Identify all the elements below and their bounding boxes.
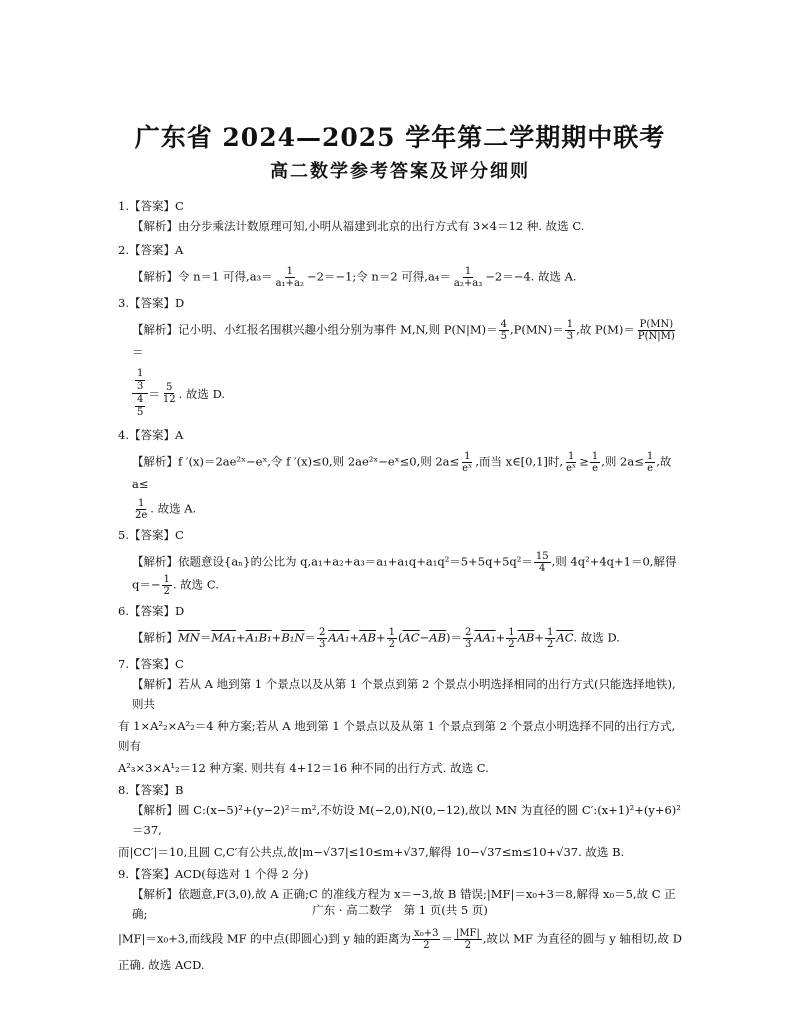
numerator: 1	[508, 627, 515, 638]
fraction	[161, 382, 178, 405]
denominator: 2	[508, 639, 515, 650]
answer-line: 1.【答案】C	[118, 199, 184, 213]
numerator: 1	[137, 498, 145, 509]
numerator: 1	[547, 627, 554, 638]
question-6	[118, 601, 683, 650]
numerator: 1	[567, 451, 575, 462]
text: ＝	[441, 931, 453, 946]
denominator: 2e	[135, 510, 148, 521]
answer-line: 9.【答案】ACD(每选对 1 个得 2 分)	[118, 867, 309, 881]
page-footer: 广东 · 高二数学 第 1 页(共 5 页)	[312, 903, 488, 917]
inner-numerator: 4	[137, 394, 144, 405]
answer-line: 5.【答案】C	[118, 528, 184, 542]
fraction	[564, 451, 578, 474]
numerator: 1	[286, 266, 293, 277]
answer-line: 4.【答案】A	[118, 428, 184, 442]
fraction	[590, 451, 600, 474]
text: ,P(MN)＝	[510, 322, 564, 337]
numerator: 2	[318, 627, 326, 638]
numerator: x₀+3	[414, 928, 439, 939]
explanation-continued: 有 1×A²₂×A²₂＝4 种方案;若从 A 地到第 1 个景点以及从第 1 个景点到第 2 个景点小明选择不同的出行方式,则有	[118, 719, 676, 753]
vector: B₁N	[281, 630, 305, 645]
question-7	[118, 654, 683, 778]
text: ,则 2a≤	[601, 454, 644, 469]
explanation	[118, 266, 683, 289]
inner-denominator: 5	[137, 407, 144, 418]
explanation	[118, 551, 683, 597]
denominator: 2	[464, 940, 472, 951]
numerator: 2	[464, 627, 472, 638]
question-3	[118, 293, 683, 419]
numerator: 15	[535, 551, 549, 562]
fraction	[463, 627, 473, 650]
denominator: 2	[423, 940, 430, 951]
inner-denominator: 3	[137, 381, 144, 392]
text: −	[419, 630, 430, 645]
fraction	[133, 498, 149, 521]
numerator: 1	[591, 451, 599, 462]
answer-line: 8.【答案】B	[118, 783, 184, 797]
fraction	[452, 266, 484, 289]
text: . 故选 A.	[150, 501, 197, 516]
answer-line: 2.【答案】A	[118, 243, 184, 257]
text: . 故选 D.	[178, 386, 226, 401]
fraction	[317, 627, 327, 650]
text: ,故以 MF 为直径的圆与 y 轴相切,故 D	[482, 931, 682, 946]
explanation-continued	[118, 928, 683, 951]
text: +	[236, 630, 246, 645]
text: ,则 4q²+4q+1＝0,解得 q＝−	[132, 554, 677, 592]
inner-numerator: 1	[137, 368, 144, 379]
fraction	[460, 451, 474, 474]
explanation	[118, 319, 683, 362]
fraction	[534, 551, 551, 574]
fraction	[412, 928, 440, 951]
numerator: P(MN)	[639, 319, 674, 330]
numerator	[132, 368, 148, 394]
text: +	[349, 630, 360, 645]
text: −2＝−1;令 n＝2 可得,a₄＝	[306, 269, 451, 284]
question-9	[118, 864, 683, 975]
denominator	[135, 394, 145, 419]
denominator: P(N|M)	[637, 331, 675, 342]
text: . 故选 C.	[172, 577, 219, 592]
explanation	[118, 627, 683, 650]
text: −2＝−4. 故选 A.	[485, 269, 577, 284]
denominator: a₁+a₂	[275, 278, 304, 289]
vector: AA₁	[474, 630, 496, 645]
fraction	[645, 451, 655, 474]
fraction	[162, 574, 172, 597]
text: 【解析】记小明、小红报名围棋兴趣小组分别为事件 M,N,则 P(N|M)＝	[132, 322, 498, 337]
denominator: 12	[162, 394, 176, 405]
text: ≥	[579, 454, 589, 469]
text: +	[495, 630, 506, 645]
text: 【解析】f ′(x)＝2ae²ˣ−eˣ,令 f ′(x)≤0,则 2ae²ˣ−eˣ≤0,则 2a≤	[132, 454, 460, 469]
question-2	[118, 240, 683, 289]
numerator: 1	[163, 574, 170, 585]
numerator: 1	[464, 266, 472, 277]
vector: A₁B₁	[245, 630, 272, 645]
denominator: 2	[163, 586, 170, 597]
text: |MF|＝x₀+3,而线段 MF 的中点(即圆心)到 y 轴的距离为	[118, 931, 412, 946]
vector: $\overline{AB}$	[359, 630, 376, 645]
fraction	[387, 627, 397, 650]
text: )＝	[445, 630, 462, 645]
text: +	[375, 630, 386, 645]
denominator: eˣ	[566, 463, 577, 474]
answer-line: 6.【答案】D	[118, 604, 185, 618]
numerator: 1	[566, 319, 574, 330]
denominator: 3	[464, 639, 472, 650]
vector: $\overline{AB}$	[517, 630, 535, 645]
text: 【解析】依题意设{aₙ}的公比为 q,a₁+a₂+a₃＝a₁+a₁q+a₁q²＝5+5q+5q²＝	[132, 554, 533, 569]
text: ＝	[199, 630, 212, 645]
denominator: e	[592, 463, 598, 474]
fraction	[499, 319, 509, 342]
vector: $\overline{AB}$	[429, 630, 446, 645]
denominator: e	[647, 463, 653, 474]
explanation-continued: 正确. 故选 ACD.	[118, 958, 205, 972]
numerator: 4	[500, 319, 508, 330]
text: ＝	[148, 386, 160, 401]
fraction	[636, 319, 677, 342]
numerator: 1	[388, 627, 395, 638]
question-8	[118, 780, 683, 862]
text: 【解析】	[132, 630, 178, 645]
denominator: 4	[539, 563, 546, 574]
compound-fraction	[132, 368, 148, 419]
text: +	[271, 630, 282, 645]
denominator: 5	[500, 331, 508, 342]
explanation-continued: A²₃×3×A¹₂＝12 种方案. 则共有 4+12＝16 种不同的出行方式. 故选 C.	[118, 761, 489, 775]
answer-line: 7.【答案】C	[118, 657, 184, 671]
fraction	[545, 627, 555, 650]
page-title: 广东省 2024—2025 学年第二学期期中联考	[134, 123, 666, 152]
explanation: 【解析】圆 C:(x−5)²+(y−2)²＝m²,不妨设 M(−2,0),N(0,−12),故以 MN 为直径的圆 C′:(x+1)²+(y+6)²＝37,	[132, 803, 681, 837]
explanation-continued: 而|CC′|＝10,且圆 C,C′有公共点,故|m−√37|≤10≤m+√37,解得 10−√37≤m≤10+√37. 故选 B.	[118, 845, 625, 859]
question-1	[118, 196, 683, 236]
text: . 故选 D.	[573, 630, 620, 645]
fraction	[565, 319, 575, 342]
answers-body	[118, 196, 683, 977]
numerator: 1	[464, 451, 471, 462]
denominator: 3	[566, 331, 574, 342]
fraction	[506, 627, 516, 650]
explanation-continued	[118, 368, 683, 419]
explanation	[118, 451, 683, 494]
denominator: eˣ	[462, 463, 473, 474]
text: (	[397, 630, 403, 645]
text: ,故 a≤	[132, 454, 672, 491]
denominator: a₂+a₃	[453, 278, 483, 289]
denominator: 2	[388, 639, 395, 650]
vector: MA₁	[211, 630, 237, 645]
text: ＝	[132, 345, 144, 359]
page-subtitle: 高二数学参考答案及评分细则	[270, 161, 530, 182]
vector: $\overline{AC}$	[556, 630, 574, 645]
answer-line: 3.【答案】D	[118, 296, 185, 310]
question-4	[118, 425, 683, 521]
question-5	[118, 525, 683, 597]
denominator: 2	[547, 639, 554, 650]
text: ,而当 x∈[0,1]时,	[475, 454, 564, 469]
denominator: 3	[318, 639, 326, 650]
numerator: |MF|	[455, 928, 480, 939]
numerator: 5	[166, 382, 173, 393]
fraction	[454, 928, 482, 951]
explanation: 【解析】由分步乘法计数原理可知,小明从福建到北京的出行方式有 3×4＝12 种. 故选 C.	[132, 219, 585, 233]
explanation-continued	[118, 498, 683, 521]
vector: $\overline{AC}$	[402, 630, 420, 645]
fraction	[274, 266, 306, 289]
text: ,故 P(M)＝	[576, 322, 635, 337]
vector: AA₁	[328, 630, 350, 645]
text: +	[534, 630, 545, 645]
text: 【解析】令 n＝1 可得,a₃＝	[132, 269, 273, 284]
vector: $\overline{MN}$	[178, 630, 200, 645]
numerator: 1	[646, 451, 654, 462]
text: ＝	[304, 630, 316, 645]
explanation: 【解析】若从 A 地到第 1 个景点以及从第 1 个景点到第 2 个景点小明选择相同的出行方式(只能选择地铁),则共	[132, 677, 676, 711]
explanation: 【解析】依题意,F(3,0),故 A 正确;C 的准线方程为 x＝−3,故 B 错误;|MF|＝x₀+3＝8,解得 x₀＝5,故 C 正确;	[132, 887, 676, 921]
